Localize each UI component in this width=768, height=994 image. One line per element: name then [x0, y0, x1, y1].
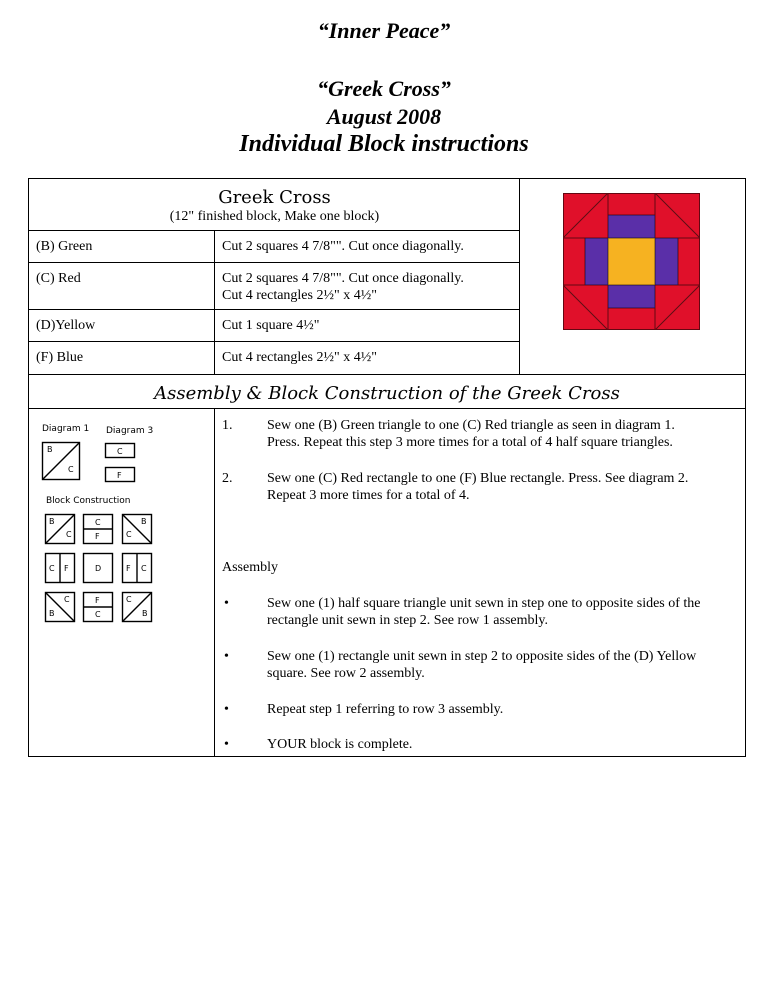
fabric-label: (C) Red — [36, 271, 81, 286]
red-rectangle — [608, 308, 655, 330]
step-text: Sew one (C) Red rectangle to one (F) Blue rectangle. Press. See diagram 2. — [267, 471, 689, 486]
cut-instruction: Cut 2 squares 4 7/8"". Cut once diagonally. — [222, 271, 464, 286]
svg-text:C: C — [49, 564, 55, 573]
table-divider — [28, 230, 520, 231]
svg-text:F: F — [64, 564, 69, 573]
svg-text:C: C — [126, 530, 132, 539]
step-text: Sew one (B) Green triangle to one (C) Red triangle as seen in diagram 1. — [267, 418, 675, 433]
bullet-text: rectangle unit sewn in step 2. See row 1 assembly. — [267, 613, 548, 628]
step-number: 1. — [222, 418, 233, 433]
table-divider — [28, 341, 520, 342]
table-divider — [214, 408, 215, 757]
bullet-marker: • — [224, 649, 229, 664]
bullet-text: Sew one (1) half square triangle unit sewn in step one to opposite sides of the — [267, 596, 701, 611]
red-rectangle — [678, 238, 700, 285]
cut-instruction: Cut 1 square 4½" — [222, 318, 320, 333]
svg-text:C: C — [68, 465, 74, 474]
svg-text:B: B — [47, 445, 53, 454]
assembly-diagrams — [36, 436, 160, 626]
svg-text:C: C — [66, 530, 72, 539]
step-text: Press. Repeat this step 3 more times for a total of 4 half square triangles. — [267, 435, 673, 450]
blue-rectangle — [608, 285, 655, 308]
svg-text:C: C — [95, 518, 101, 527]
cut-instruction: Cut 2 squares 4 7/8"". Cut once diagonally. — [222, 239, 464, 254]
date-title: August 2008 — [326, 104, 442, 129]
svg-text:F: F — [95, 532, 100, 541]
svg-text:C: C — [141, 564, 147, 573]
svg-text:C: C — [117, 447, 123, 456]
table-divider — [28, 262, 520, 263]
svg-text:F: F — [95, 596, 100, 605]
red-rectangle — [608, 193, 655, 215]
step-number: 2. — [222, 471, 233, 486]
greek-cross-block-image — [563, 193, 700, 330]
svg-text:C: C — [95, 610, 101, 619]
cutting-block-note: (12" finished block, Make one block) — [169, 209, 380, 224]
step-text: Repeat 3 more times for a total of 4. — [267, 488, 470, 503]
document-title: “Inner Peace” — [317, 18, 451, 43]
fabric-label: (F) Blue — [36, 350, 84, 365]
bullet-text: Sew one (1) rectangle unit sewn in step 2 to opposite sides of the (D) Yellow — [267, 649, 697, 664]
assembly-section-title: Assembly & Block Construction of the Greek Cross — [154, 383, 620, 404]
table-divider — [214, 230, 215, 375]
cutting-block-name: Greek Cross — [218, 187, 331, 208]
table-divider — [28, 309, 520, 310]
svg-text:D: D — [95, 564, 102, 573]
blue-rectangle — [608, 215, 655, 238]
cut-instruction: Cut 4 rectangles 2½" x 4½" — [222, 350, 377, 365]
fabric-label: (B) Green — [36, 239, 93, 254]
fabric-label: (D)Yellow — [36, 318, 96, 333]
diagram3-label: Diagram 3 — [106, 426, 154, 436]
block-title: “Greek Cross” — [317, 76, 451, 101]
cut-instruction: Cut 4 rectangles 2½" x 4½" — [222, 288, 377, 303]
table-divider — [28, 374, 746, 375]
blue-rectangle — [585, 238, 608, 285]
diagram1-label: Diagram 1 — [42, 424, 90, 434]
red-rectangle — [563, 238, 585, 285]
bullet-marker: • — [224, 737, 229, 752]
bullet-text: Repeat step 1 referring to row 3 assembly. — [267, 702, 504, 717]
svg-text:B: B — [141, 517, 147, 526]
blue-rectangle — [655, 238, 678, 285]
svg-text:F: F — [126, 564, 131, 573]
instructions-title: Individual Block instructions — [239, 131, 529, 157]
svg-text:B: B — [49, 609, 55, 618]
table-divider — [28, 408, 746, 409]
bullet-text: square. See row 2 assembly. — [267, 666, 425, 681]
yellow-center-square — [608, 238, 655, 285]
table-divider — [519, 178, 520, 375]
svg-text:C: C — [64, 595, 70, 604]
block-construction-label: Block Construction — [46, 496, 131, 506]
svg-text:F: F — [117, 471, 122, 480]
svg-text:B: B — [49, 517, 55, 526]
bullet-marker: • — [224, 702, 229, 717]
svg-text:B: B — [142, 609, 148, 618]
bullet-marker: • — [224, 596, 229, 611]
svg-text:C: C — [126, 595, 132, 604]
assembly-heading: Assembly — [222, 560, 278, 575]
bullet-text: YOUR block is complete. — [267, 737, 413, 752]
